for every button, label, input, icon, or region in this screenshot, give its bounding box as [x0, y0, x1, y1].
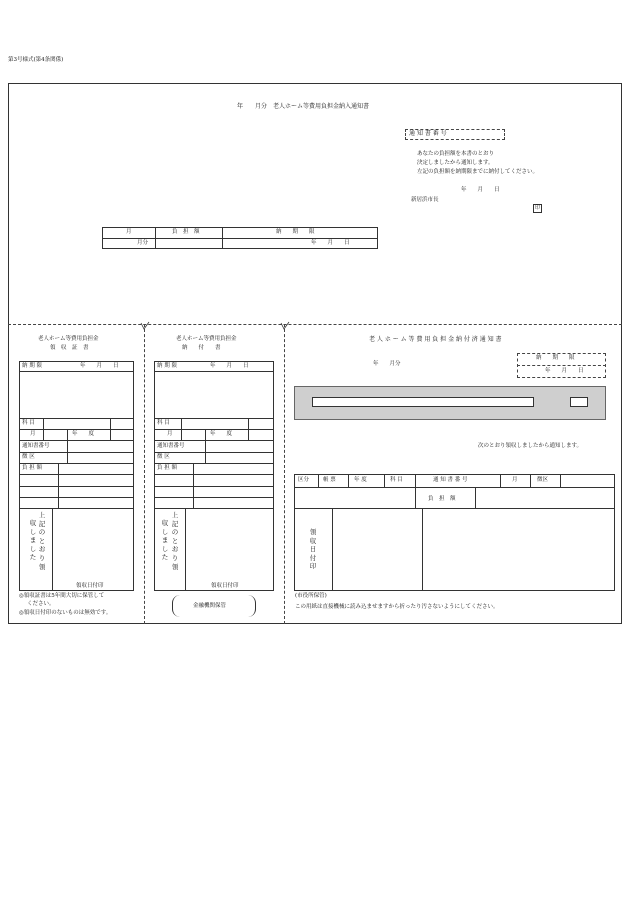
message-line-3: 左記の負担額を納期限までに納付してください。	[417, 169, 539, 175]
receipt-note-2: ◎領収日付印のないものは無効です。	[19, 610, 112, 616]
notch-mark-1	[140, 321, 150, 331]
report-year-month: 年 月分	[373, 361, 401, 367]
notice-number-label: 通 知 書 番 号	[409, 130, 447, 137]
payment-subject-label: 科 目	[157, 420, 170, 426]
header-title: 年 月分 老人ホーム等費用負担金納入通知書	[237, 103, 370, 110]
summary-deadline-header: 納 期 限	[276, 229, 315, 235]
receipt-deadline-label: 納 期 限	[22, 363, 42, 369]
payment-deadline-value: 年 月 日	[210, 363, 249, 369]
receipt-received-col-1: 上記のとおり領	[38, 511, 46, 571]
notch-mark-2	[280, 321, 290, 331]
form-label: 第3号様式(第4条関係)	[8, 57, 64, 63]
ocr-field-short	[570, 397, 588, 407]
report-header-subject: 科 目	[390, 477, 403, 483]
payment-fiscal-year-label: 年 度	[210, 431, 233, 437]
report-header-fiscal-year: 年 度	[354, 477, 367, 483]
summary-month-header: 月	[126, 229, 132, 235]
perforation-horizontal	[8, 324, 622, 325]
summary-amount-header: 負 担 額	[172, 229, 200, 235]
receipt-district-label: 徴 区	[22, 454, 35, 460]
payment-notice-no-label: 通知書番号	[157, 443, 185, 449]
payment-received-col-2: 収しました	[161, 519, 169, 562]
payment-title-1: 老人ホーム等費用負担金	[176, 336, 237, 342]
payment-deadline-label: 納 期 限	[157, 363, 177, 369]
report-deadline-label: 納 期 限	[536, 355, 575, 361]
receipt-note-1b: ください。	[27, 601, 55, 607]
perforation-vertical-2	[284, 324, 285, 624]
report-header-district: 徴区	[537, 477, 549, 483]
report-amount-label: 負 担 額	[428, 496, 456, 502]
receipt-notice-no-label: 通知書番号	[22, 443, 50, 449]
report-table	[294, 474, 615, 591]
summary-deadline-value: 年 月 日	[311, 240, 350, 246]
receipt-fiscal-year-label: 年 度	[72, 431, 95, 437]
report-stamp-vertical: 領収日付印	[309, 528, 317, 571]
perforation-vertical-1	[144, 324, 145, 624]
message-line-1: あなたの負担額を本書のとおり	[417, 151, 495, 157]
report-received-message: 次のとおり領収しましたから通知します。	[478, 443, 583, 449]
payment-month-label: 月	[167, 431, 173, 437]
seal-icon: 印	[535, 205, 541, 211]
receipt-title-1: 老人ホーム等費用負担金	[38, 336, 99, 342]
report-office-keep: (市役所保管)	[295, 593, 327, 599]
ocr-field-long	[312, 397, 534, 407]
receipt-note-1: ◎領収証書は5年間大切に保管して	[19, 593, 105, 599]
report-title: 老 人 ホ ー ム 等 費 用 負 担 金 納 付 済 通 知 書	[369, 336, 502, 343]
receipt-month-label: 月	[30, 431, 36, 437]
report-header-month: 月	[512, 477, 518, 483]
report-footer-note: この用紙は直接機械に読み込ませますから折ったり汚さないようにしてください。	[295, 604, 499, 610]
report-header-category: 区分	[298, 477, 310, 483]
payment-stamp-label: 領収日付印	[211, 583, 239, 589]
payment-district-label: 徴 区	[157, 454, 170, 460]
receipt-title-2: 領 収 証 書	[50, 345, 89, 351]
payment-amount-label: 負 担 額	[157, 465, 177, 471]
receipt-received-col-2: 収しました	[29, 519, 37, 562]
issue-date: 年 月 日	[461, 187, 500, 193]
report-deadline-value: 年 月 日	[545, 368, 584, 374]
issuer: 新居浜市長	[411, 197, 439, 203]
report-header-notice-no: 通 知 書 番 号	[433, 477, 468, 483]
receipt-amount-label: 負 担 額	[22, 465, 42, 471]
report-header-ledger: 帳 票	[323, 477, 336, 483]
message-line-2: 決定しましたから通知します。	[417, 160, 494, 166]
payment-title-2: 納 付 書	[182, 345, 221, 351]
bank-keep-label: 金融機関保管	[193, 603, 227, 609]
payment-received-col-1: 上記のとおり領	[171, 511, 179, 571]
receipt-stamp-label: 領収日付印	[76, 583, 104, 589]
receipt-subject-label: 科 目	[22, 420, 35, 426]
summary-month-value: 月分	[137, 240, 149, 246]
receipt-deadline-value: 年 月 日	[80, 363, 119, 369]
